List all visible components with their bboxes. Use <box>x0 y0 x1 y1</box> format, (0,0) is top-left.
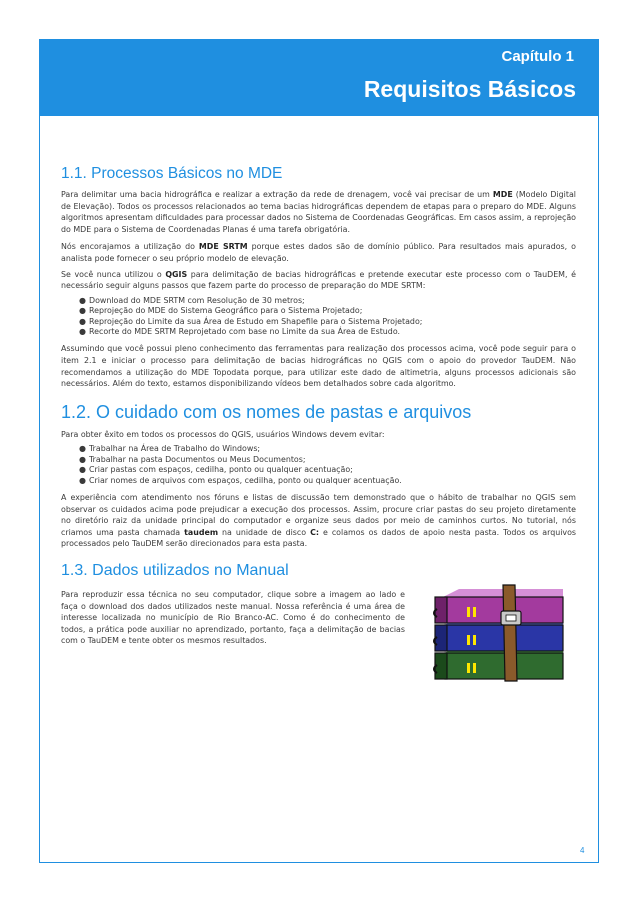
chapter-label: Capítulo 1 <box>501 48 574 65</box>
section-1-paragraph-1: Para delimitar uma bacia hidrográfica e realizar a extração da rede de drenagem, você vai precisar de um MDE (Modelo Digital de Elevação). Todos os processos relacionados ao tema bacias hidrográficas dependem de etapas para o preparo do MDE. Alguns algoritmos apresentam dificuldades para processar dados no Sistema de Coordenadas Geográficas. Em casos assim, a reprojeção do MDE para o Sistema de Coordenadas Planas é uma tarefa obrigatória. <box>61 190 576 234</box>
section-2-intro: Para obter êxito em todos os processos do QGIS, usuários Windows devem evitar: <box>61 429 385 439</box>
list-item: ● Trabalhar na Área de Trabalho do Windows; <box>79 444 261 454</box>
list-item: ● Criar pastas com espaços, cedilha, ponto ou qualquer acentuação; <box>79 465 353 475</box>
section-3-paragraph-1: Para reproduzir essa técnica no seu computador, clique sobre a imagem ao lado e faça o download dos dados utilizados neste manual. Nossa referência é uma área de interesse localizada no município de Rio Branco-AC. Como é do conhecimento de todos, a prática pode auxiliar no aprendizado, portanto, faça a delimitação de bacias com o TauDEM e tente obter os mesmos resultados. <box>61 589 405 646</box>
page-number: 4 <box>580 846 585 855</box>
section-2-heading: 1.2. O cuidado com os nomes de pastas e arquivos <box>61 401 472 422</box>
bullet-icon: ● <box>79 465 86 475</box>
list-item: ● Criar nomes de arquivos com espaços, cedilha, ponto ou qualquer acentuação. <box>79 475 402 485</box>
list-item: ● Reprojeção do MDE do Sistema Geográfico para o Sistema Projetado; <box>79 306 363 316</box>
archive-books-icon[interactable] <box>431 583 571 685</box>
bullet-icon: ● <box>79 326 86 336</box>
chapter-title: Requisitos Básicos <box>363 76 576 102</box>
section-2-paragraph-1: A experiência com atendimento nos fóruns e listas de discussão tem demonstrado que o hábito de trabalhar no QGIS sem observar os cuidados acima pode prejudicar a execução dos processos. Assim, procure criar pastas do seu projeto diretamente no diretório raiz da unidade principal do computador e organize seus dados por meio de caminhos curtos. No tutorial, nós criamos uma pasta chamada taudem na unidade de disco C: e colamos os dados de apoio nesta pasta. Todos os arquivos processados pelo TauDEM serão direcionados para esta pasta. <box>61 492 577 549</box>
bullet-icon: ● <box>79 475 86 485</box>
chapter-header <box>40 40 598 116</box>
section-1-paragraph-2: Nós encorajamos a utilização do MDE SRTM porque estes dados são de domínio público. Para resultados mais apurados, o analista pode fornecer o seu próprio modelo de elevação. <box>61 242 576 263</box>
list-item: ● Download do MDE SRTM com Resolução de 30 metros; <box>79 295 305 305</box>
section-3-heading: 1.3. Dados utilizados no Manual <box>61 561 289 579</box>
section-1-list <box>61 296 576 338</box>
section-1-paragraph-4: Assumindo que você possui pleno conhecimento das ferramentas para realização dos processos acima, você pode seguir para o item 2.1 e iniciar o processo para delimitação de bacias hidrográficas no QGIS com o apoio do provedor TauDEM. Não recomendamos a utilização do MDE Topodata porque, para utilizar este dado de altimetria, alguns processos adicionais são necessários. Além do texto, estamos disponibilizando vídeos bem detalhados sobre cada algoritmo. <box>61 344 576 389</box>
list-item: ● Recorte do MDE SRTM Reprojetado com base no Limite da sua Área de Estudo. <box>79 326 401 336</box>
bullet-icon: ● <box>79 316 86 326</box>
list-item: ● Reprojeção do Limite da sua Área de Estudo em Shapefile para o Sistema Projetado; <box>79 316 423 326</box>
section-1-paragraph-3: Se você nunca utilizou o QGIS para delimitação de bacias hidrográficas e pretende executar este processo com o TauDEM, é necessário seguir alguns passos que fazem parte do processo de preparação do MDE SRTM: <box>61 269 576 291</box>
bullet-icon: ● <box>79 306 86 316</box>
section-2-list <box>61 444 576 486</box>
bullet-icon: ● <box>79 454 86 464</box>
bullet-icon: ● <box>79 295 86 305</box>
bullet-icon: ● <box>79 444 86 454</box>
page-content <box>61 165 576 709</box>
list-item: ● Trabalhar na pasta Documentos ou Meus Documentos; <box>79 454 306 464</box>
section-3-row <box>61 589 576 709</box>
section-1-heading: 1.1. Processos Básicos no MDE <box>61 165 283 182</box>
